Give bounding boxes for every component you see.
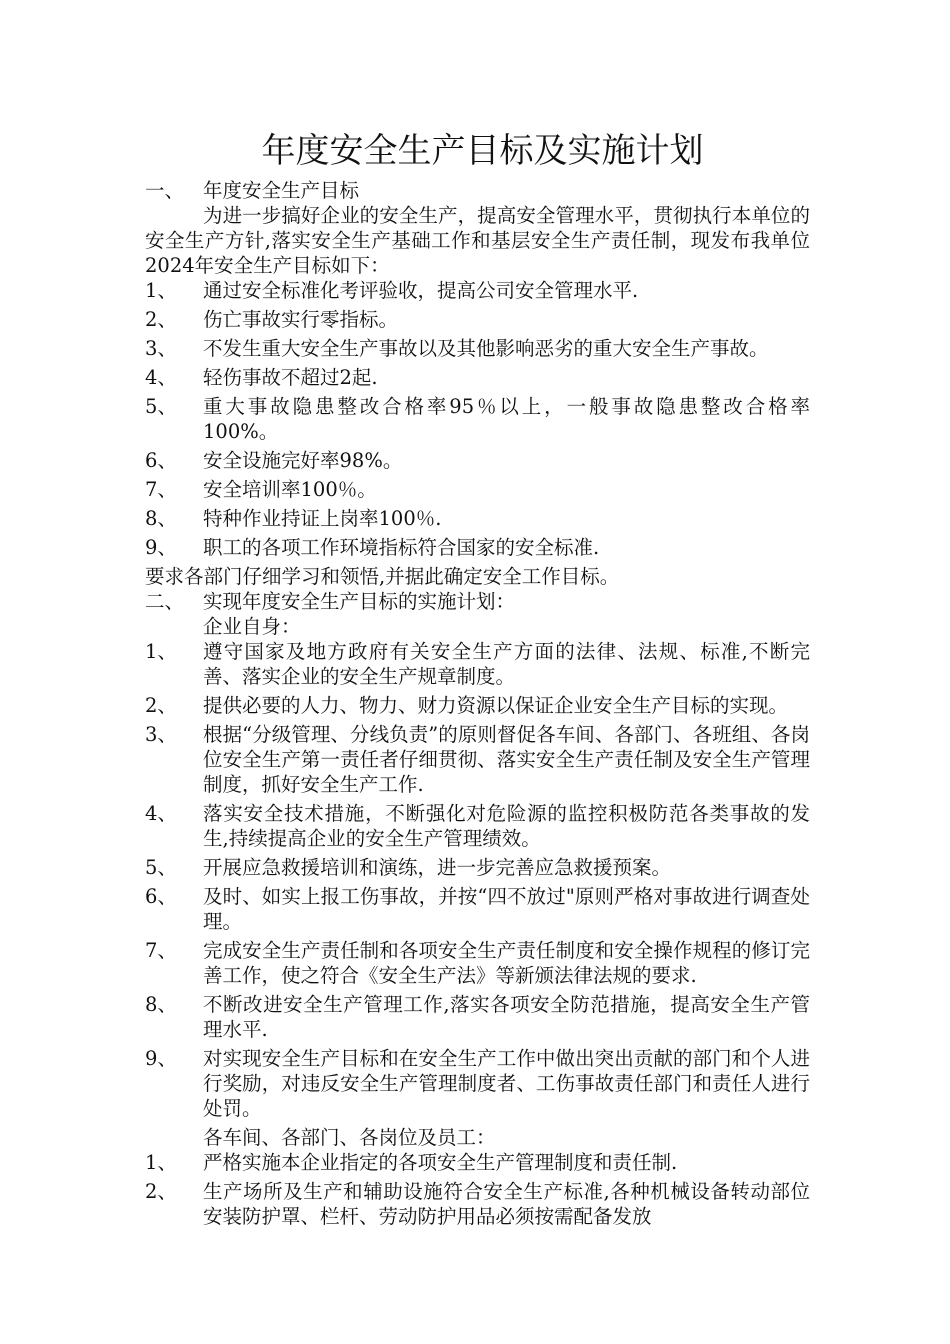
document-body	[145, 128, 810, 1233]
list-item	[145, 884, 810, 934]
list-item-text: 完成安全生产责任制和各项安全生产责任制度和安全操作规程的修订完善工作，使之符合《安全生产法》等新颁法律法规的要求.	[203, 939, 810, 987]
list-item	[145, 506, 810, 531]
document-title: 年度安全生产目标及实施计划	[261, 131, 704, 171]
list-item-number: 7、	[145, 478, 177, 501]
list-item-number: 6、	[145, 885, 177, 908]
list-item	[145, 801, 810, 851]
section1-heading	[145, 178, 810, 203]
list-item-text: 严格实施本企业指定的各项安全生产管理制度和责任制.	[203, 1151, 678, 1174]
list-item	[145, 1150, 810, 1175]
list-item-number: 8、	[145, 993, 177, 1016]
list-item-number: 3、	[145, 337, 177, 360]
list-item-text: 安全培训率100％。	[203, 478, 377, 501]
section1-closing: 要求各部门仔细学习和领悟,并据此确定安全工作目标。	[145, 565, 620, 588]
list-item	[145, 535, 810, 560]
list-item-number: 9、	[145, 536, 177, 559]
list-item-number: 4、	[145, 802, 177, 825]
section2-title: 实现年度安全生产目标的实施计划：	[203, 590, 516, 613]
section1-title: 年度安全生产目标	[203, 179, 360, 202]
list-item-text: 伤亡事故实行零指标。	[203, 308, 399, 331]
list-item	[145, 365, 810, 390]
list-item-text: 特种作业持证上岗率100％.	[203, 507, 442, 530]
list-item-text: 生产场所及生产和辅助设施符合安全生产标准,各种机械设备转动部位安装防护罩、栏杆、劳动防护用品必须按需配备发放	[203, 1180, 810, 1228]
list-item-number: 9、	[145, 1047, 177, 1070]
list-item	[145, 278, 810, 303]
list-item	[145, 477, 810, 502]
section2-subheading-staff: 各车间、各部门、各岗位及员工：	[203, 1126, 496, 1149]
section1-number: 一、	[145, 179, 185, 202]
list-item	[145, 722, 810, 797]
list-item-number: 5、	[145, 856, 177, 879]
list-item-number: 3、	[145, 723, 177, 746]
list-item-text: 重大事故隐患整改合格率95％以上，一般事故隐患整改合格率100%。	[203, 395, 810, 443]
list-item	[145, 448, 810, 473]
list-item-text: 不断改进安全生产管理工作,落实各项安全防范措施，提高安全生产管理水平.	[203, 993, 810, 1041]
list-item	[145, 1179, 810, 1229]
section2-heading	[145, 589, 810, 614]
list-item	[145, 336, 810, 361]
list-item-number: 2、	[145, 694, 177, 717]
list-item	[145, 992, 810, 1042]
list-item-text: 落实安全技术措施，不断强化对危险源的监控积极防范各类事故的发生,持续提高企业的安全生产管理绩效。	[203, 802, 810, 850]
list-item-text: 开展应急救援培训和演练，进一步完善应急救援预案。	[203, 856, 672, 879]
list-item-number: 5、	[145, 395, 177, 418]
section2-staff-list	[145, 1150, 810, 1229]
list-item-text: 安全设施完好率98%。	[203, 449, 403, 472]
list-item-number: 4、	[145, 366, 177, 389]
list-item	[145, 693, 810, 718]
list-item-number: 7、	[145, 939, 177, 962]
list-item-number: 1、	[145, 1151, 177, 1174]
section1-list	[145, 278, 810, 560]
section1-intro: 为进一步搞好企业的安全生产，提高安全管理水平，贯彻执行本单位的安全生产方针,落实安全生产基础工作和基层安全生产责任制，现发布我单位2024年安全生产目标如下：	[145, 204, 810, 277]
list-item-number: 2、	[145, 308, 177, 331]
list-item-text: 对实现安全生产目标和在安全生产工作中做出突出贡献的部门和个人进行奖励，对违反安全生产管理制度者、工伤事故责任部门和责任人进行处罚。	[203, 1047, 810, 1120]
list-item	[145, 394, 810, 444]
list-item-number: 2、	[145, 1180, 177, 1203]
list-item	[145, 639, 810, 689]
list-item-number: 8、	[145, 507, 177, 530]
list-item	[145, 855, 810, 880]
list-item-number: 1、	[145, 279, 177, 302]
list-item-text: 提供必要的人力、物力、财力资源以保证企业安全生产目标的实现。	[203, 694, 789, 717]
list-item-number: 1、	[145, 640, 177, 663]
section2-number: 二、	[145, 590, 185, 613]
list-item-text: 及时、如实上报工伤事故，并按“四不放过"原则严格对事故进行调查处理。	[203, 885, 810, 933]
list-item	[145, 1046, 810, 1121]
section2-company-list	[145, 639, 810, 1121]
list-item-number: 6、	[145, 449, 177, 472]
list-item-text: 根据“分级管理、分线负责”的原则督促各车间、各部门、各班组、各岗位安全生产第一责任者仔细贯彻、落实安全生产责任制及安全生产管理制度，抓好安全生产工作.	[203, 723, 810, 796]
list-item	[145, 938, 810, 988]
list-item-text: 遵守国家及地方政府有关安全生产方面的法律、法规、标准,不断完善、落实企业的安全生产规章制度。	[203, 640, 810, 688]
list-item-text: 职工的各项工作环境指标符合国家的安全标准.	[203, 536, 600, 559]
list-item-text: 通过安全标准化考评验收，提高公司安全管理水平.	[203, 279, 639, 302]
list-item	[145, 307, 810, 332]
section2-subheading-company: 企业自身：	[203, 615, 301, 638]
list-item-text: 不发生重大安全生产事故以及其他影响恶劣的重大安全生产事故。	[203, 337, 769, 360]
list-item-text: 轻伤事故不超过2起.	[203, 366, 378, 389]
